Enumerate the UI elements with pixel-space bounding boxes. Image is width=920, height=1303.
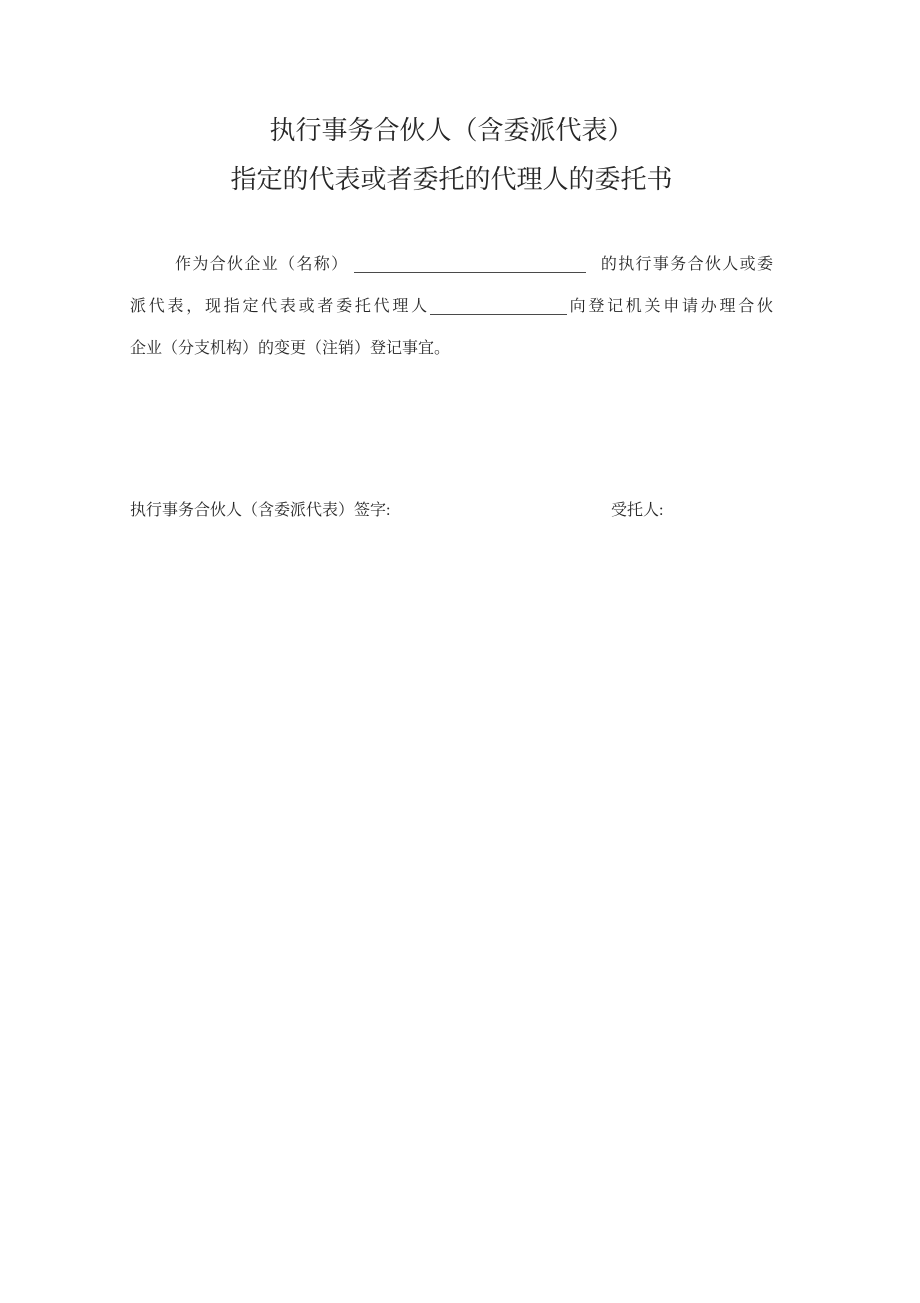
paragraph-line-2 xyxy=(130,286,773,328)
paragraph-line1-pre: 作为合伙企业（名称） xyxy=(175,256,349,273)
paragraph-line-3 xyxy=(130,328,773,370)
paragraph-line1-post: 的执行事务合伙人或委 xyxy=(599,256,773,273)
blank-agent-name xyxy=(430,300,567,315)
signature-row xyxy=(130,498,773,524)
signature-label-trustee: 受托人: xyxy=(611,502,664,519)
doc-title-line1: 执行事务合伙人（含委派代表） xyxy=(269,116,634,145)
paragraph-line-1 xyxy=(130,244,773,286)
paragraph-line2-pre: 派代表，现指定代表或者委托代理人 xyxy=(130,298,430,315)
signature-label-executing-partner: 执行事务合伙人（含委派代表）签字: xyxy=(130,502,391,519)
body-paragraph xyxy=(130,244,773,370)
blank-partnership-name xyxy=(354,258,586,273)
doc-title-line2: 指定的代表或者委托的代理人的委托书 xyxy=(230,165,673,194)
paragraph-line2-post: 向登记机关申请办理合伙 xyxy=(566,298,773,315)
paragraph-line3-text: 企业（分支机构）的变更（注销）登记事宜。 xyxy=(130,340,451,357)
